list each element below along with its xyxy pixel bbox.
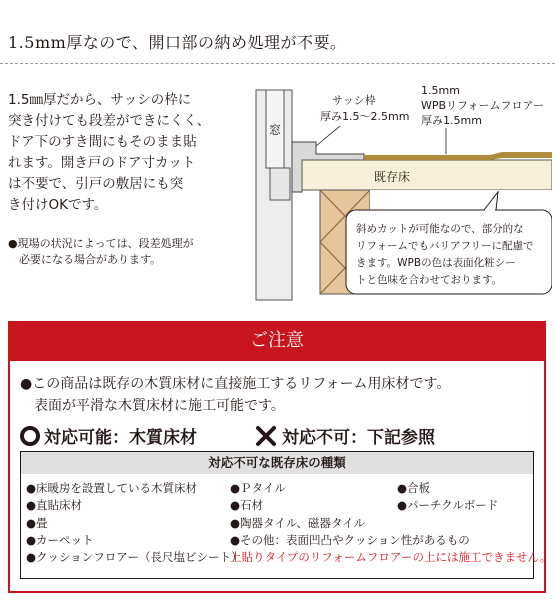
caution-line: 表面が平滑な木質床材に施工可能です。 — [20, 398, 285, 414]
column-2 — [230, 480, 551, 566]
divider — [0, 63, 555, 64]
list-item: ●Ｐタイル — [230, 481, 286, 495]
caution-text — [20, 373, 450, 417]
ok-label: 対応可能：木質床材 — [44, 428, 197, 448]
list-item: ●床暖房を設置している木質床材 — [26, 481, 198, 495]
ok-item — [20, 423, 197, 448]
sash-leader — [316, 126, 340, 146]
list-item: ●クッションフロアー（長尺塩ビシート） — [26, 550, 243, 565]
column-1 — [26, 480, 242, 566]
ng-label: 対応不可：下記参照 — [282, 428, 435, 448]
description-line: 突き付けても段差ができにくく、 — [8, 113, 211, 129]
list-item: ●パーチクルボード — [397, 498, 499, 513]
list-item: ●陶器タイル、磁器タイル — [230, 515, 366, 530]
list-item: ●カーペット — [26, 532, 94, 547]
site-note-line: 必要になる場合があります。 — [8, 253, 162, 266]
existing-floor — [302, 160, 552, 190]
section-diagram — [246, 82, 552, 302]
description-line: は不要で、引戸の敷居にも突 — [8, 176, 184, 192]
table-title: 対応不可な既存床の種類 — [21, 452, 533, 474]
description-line: れます。開き戸のドア寸カット — [8, 155, 196, 171]
wpb-label: 1.5mm WPBリフォームフロアー 厚み1.5mm — [421, 84, 545, 127]
warning-text: 上貼りタイプのリフォームフロアーの上には施工できません。 — [230, 550, 552, 565]
caution-line: ●この商品は既存の木質床材に直接施工するリフォーム用床材です。 — [20, 376, 451, 392]
circle-icon — [20, 426, 40, 446]
site-note-line: ●現場の状況によっては、段差処理が — [8, 237, 194, 250]
site-note — [8, 236, 194, 268]
column-3 — [397, 480, 498, 515]
window-label: 窓 — [268, 123, 282, 137]
description-line: 1.5㎜厚だから、サッシの枠に — [8, 92, 192, 108]
caution-title: ご注意 — [8, 321, 546, 361]
sash-label: サッシ枠 厚み1.5～2.5mm — [320, 94, 410, 123]
description — [8, 90, 233, 216]
floor-label: 既存床 — [374, 170, 411, 184]
cross-icon — [254, 424, 278, 448]
description-line: ドア下のすき間にもそのまま貼 — [8, 134, 197, 150]
window-frame-lower — [270, 168, 290, 200]
list-item: ●その他：表面凹凸やクッション性があるもの — [230, 532, 470, 547]
description-line: き付けOKです。 — [8, 197, 108, 213]
list-item: ●石材 — [230, 498, 264, 513]
ng-item — [254, 423, 435, 448]
page-heading: 1.5mm厚なので、開口部の納め処理が不要。 — [8, 33, 347, 52]
list-item: ●直貼床材 — [26, 498, 83, 513]
list-item: ●合板 — [397, 481, 431, 495]
wpb-floor — [364, 152, 552, 160]
list-item: ●畳 — [26, 515, 48, 530]
callout-text: 斜めカットが可能なので、部分的な リフォームでもバリアフリーに配慮で きます。WPBの色は表面化粧シー トと色味を合わせております。 — [356, 223, 534, 286]
